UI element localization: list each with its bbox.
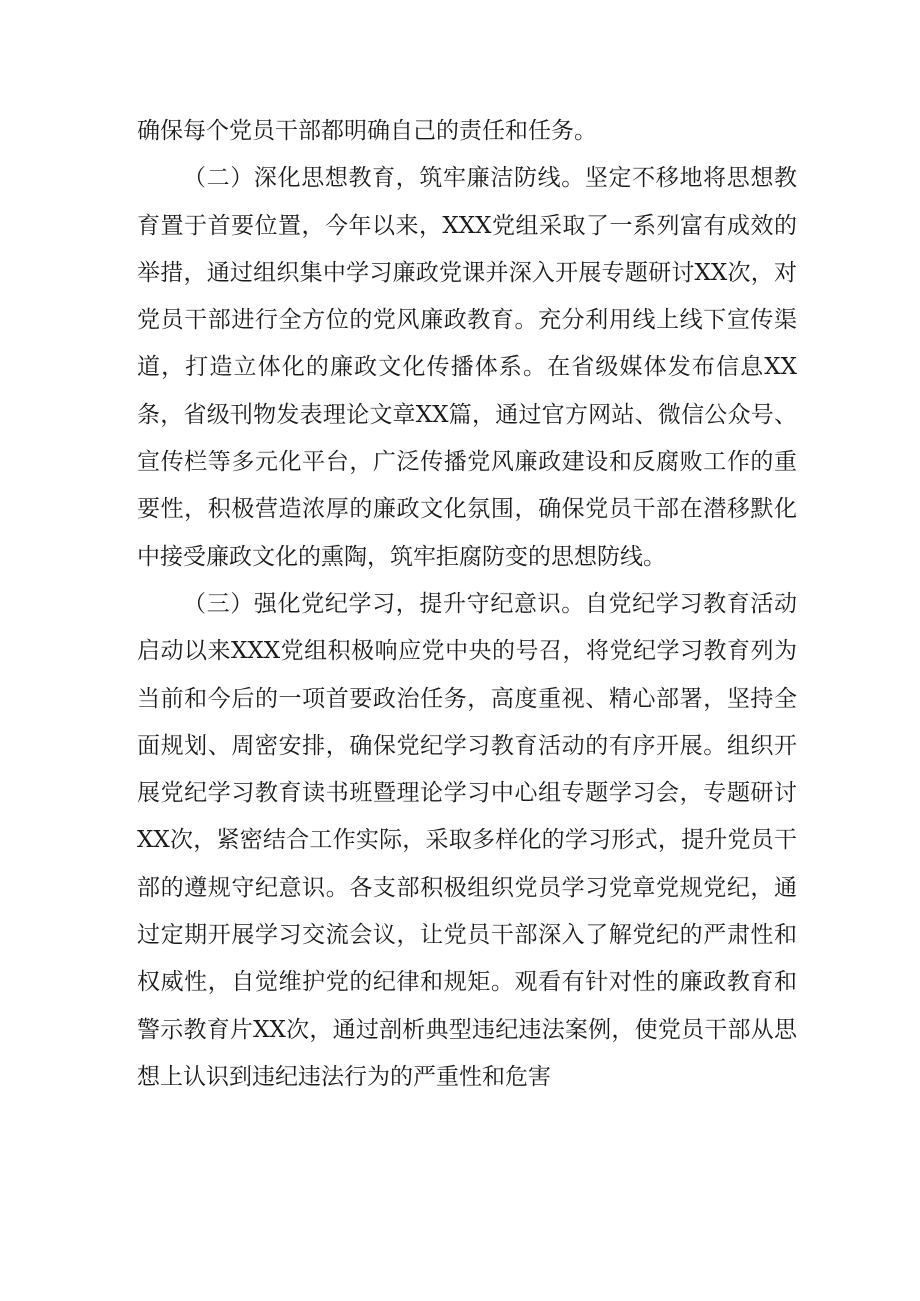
paragraph-section-3: （三）强化党纪学习，提升守纪意识。自党纪学习教育活动启动以来XXX党组积极响应党中央的号召，将党纪学习教育列为当前和今后的一项首要政治任务，高度重视、精心部署，坚持全面规划、周密安排，确保党纪学习教育活动的有序开展。组织开展党纪学习教育读书班暨理论学习中心组专题学习会，专题研讨XX次，紧密结合工作实际，采取多样化的学习形式，提升党员干部的遵规守纪意识。各支部积极组织党员学习党章党规党纪，通过定期开展学习交流会议，让党员干部深入了解党纪的严肃性和权威性，自觉维护党的纪律和规矩。观看有针对性的廉政教育和警示教育片XX次，通过剖析典型违纪违法案例，使党员干部从思想上认识到违纪违法行为的严重性和危害: [137, 590, 797, 1090]
paragraph-continuation: 确保每个党员干部都明确自己的责任和任务。: [137, 118, 597, 144]
paragraph-section-2: （二）深化思想教育，筑牢廉洁防线。坚定不移地将思想教育置于首要位置，今年以来，XXX党组采取了一系列富有成效的举措，通过组织集中学习廉政党课并深入开展专题研讨XX次，对党员干部进行全方位的党风廉政教育。充分利用线上线下宣传渠道，打造立体化的廉政文化传播体系。在省级媒体发布信息XX条，省级刊物发表理论文章XX篇，通过官方网站、微信公众号、宣传栏等多元化平台，广泛传播党风廉政建设和反腐败工作的重要性，积极营造浓厚的廉政文化氛围，确保党员干部在潜移默化中接受廉政文化的熏陶，筑牢拒腐防变的思想防线。: [137, 165, 797, 570]
document-body: [137, 108, 797, 1101]
